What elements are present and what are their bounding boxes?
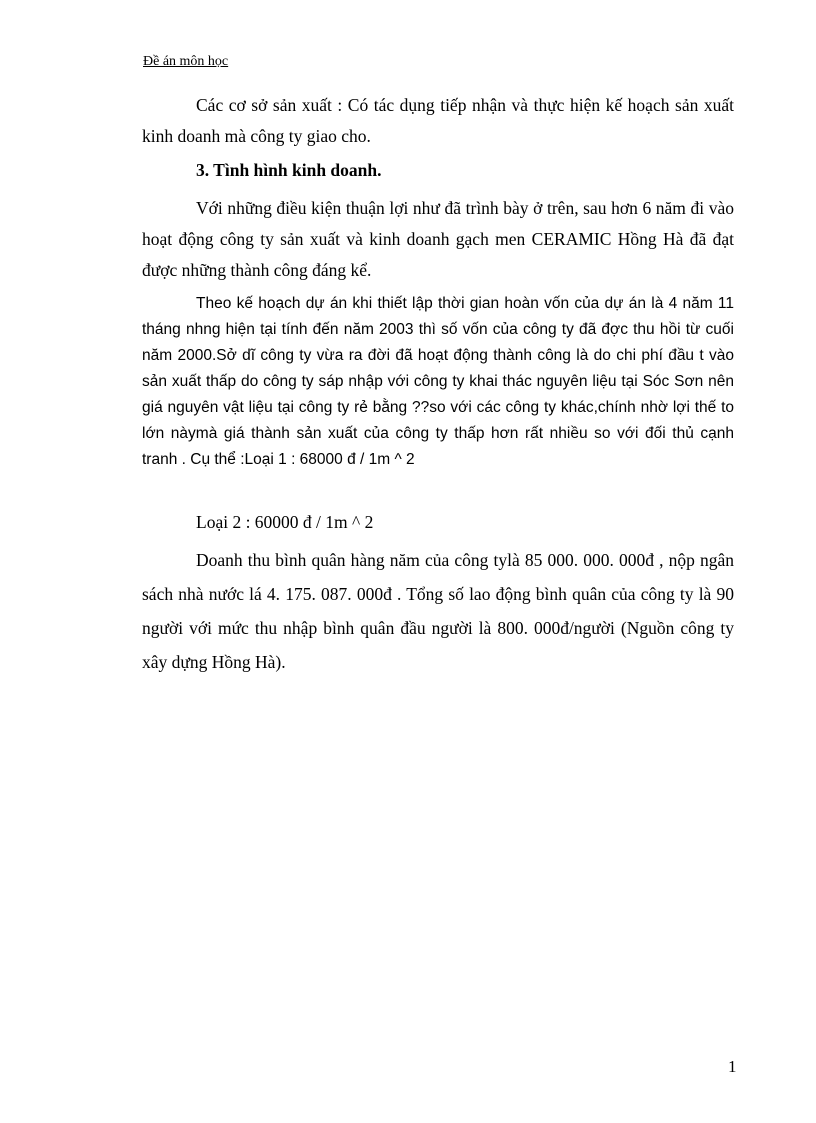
paragraph-capital-recovery: Theo kế hoạch dự án khi thiết lập thời gian hoàn vốn của dự án là 4 năm 11 tháng nhng hiện tại tính đến năm 2003 thì số vốn của công ty đã đợc thu hồi từ cuối năm 2000.Sở dĩ công ty vừa ra đời đã hoạt động thành công là do chi phí đầu t vào sản xuất thấp do công ty sáp nhập với công ty khai thác nguyên liệu tại Sóc Sơn nên giá nguyên vật liệu tại công ty rẻ bằng ??so với các công ty khác,chính nhờ lợi thế to lớn nàymà giá thành sản xuất của công ty thấp hơn rất nhiều so với đối thủ cạnh tranh . Cụ thể :Loại 1 : 68000 đ / 1m ^ 2	[142, 295, 734, 468]
paragraph-achievements: Với những điều kiện thuận lợi như đã trình bày ở trên, sau hơn 6 năm đi vào hoạt động công ty sản xuất và kinh doanh gạch men CERAMIC Hồng Hà đã đạt được những thành công đáng kể.	[142, 198, 734, 280]
section-heading: 3. Tình hình kinh doanh.	[196, 160, 382, 180]
paragraph-production-units: Các cơ sở sản xuất : Có tác dụng tiếp nhận và thực hiện kế hoạch sản xuất kinh doanh mà công ty giao cho.	[142, 95, 734, 146]
paragraph-type-2-price: Loại 2 : 60000 đ / 1m ^ 2	[196, 512, 374, 532]
paragraph-revenue: Doanh thu bình quân hàng năm của công tylà 85 000. 000. 000đ , nộp ngân sách nhà nước lá 4. 175. 087. 000đ . Tổng số lao động bình quân của công ty là 90 người với mức thu nhập bình quân đầu người là 800. 000đ/người (Nguồn công ty xây dựng Hồng Hà).	[142, 550, 734, 672]
page-number: 1	[728, 1057, 737, 1076]
page-header: Đề án môn học	[143, 54, 229, 69]
